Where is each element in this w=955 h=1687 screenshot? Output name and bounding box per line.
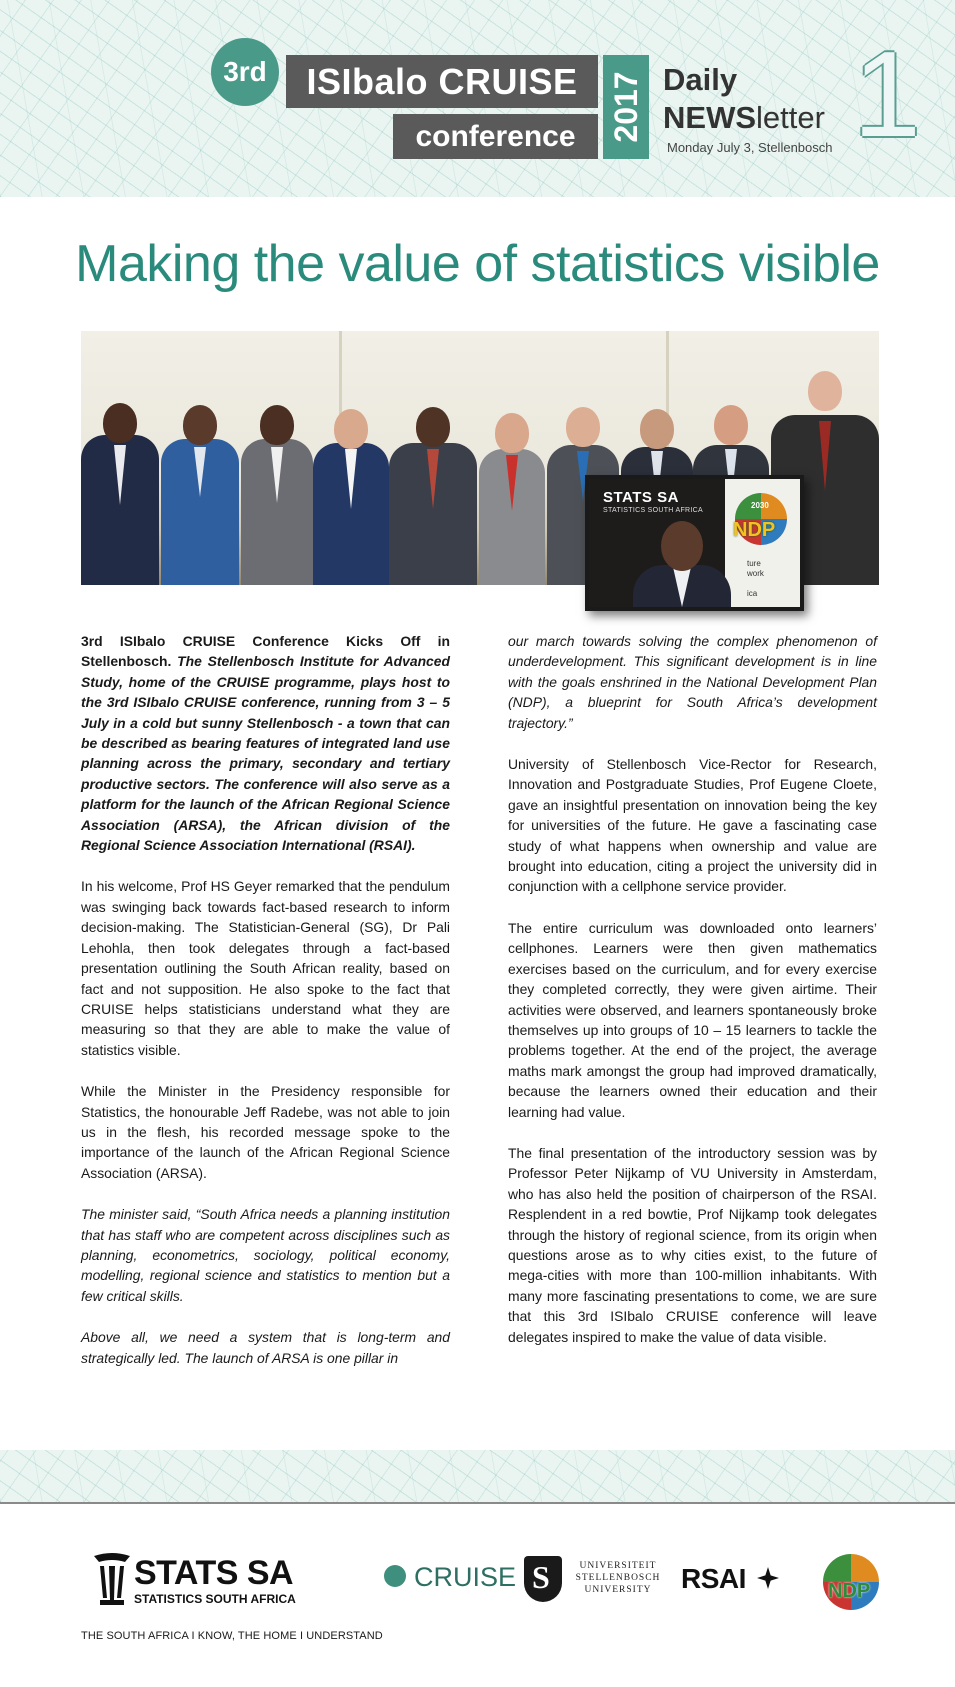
article-paragraph: In his welcome, Prof HS Geyer remarked that the pendulum was swinging back towards fact-based research to inform decision-making. The Statistician-General (SG), Dr Pali Lehohla, then took delegates through a fact-based presentation outlining the South African reality, based on fact and not supposition. He also spoke to the fact that CRUISE helps statisticians understand what they are measuring so that they are able to make the value of statistics visible. [81, 878, 450, 1058]
speaker-head [661, 521, 703, 571]
person-figure [241, 399, 313, 585]
footer-tagline: THE SOUTH AFRICA I KNOW, THE HOME I UNDERSTAND [81, 1630, 383, 1642]
rsai-logo-text: RSAI [681, 1563, 746, 1594]
article-lead-plain: 3rd ISIbalo CRUISE Conference Kicks Off in Stellenbosch. [81, 633, 450, 670]
article-quote-paragraph: our march towards solving the complex phenomenon of underdevelopment. This significant development is in line with the goals enshrined in the National Development Plan (NDP), a blueprint for South Africa’s development trajectory.” [508, 633, 877, 731]
stellenbosch-shield-icon: S [524, 1556, 562, 1602]
stats-sa-logo-subtext: STATISTICS SOUTH AFRICA [134, 1592, 296, 1606]
person-figure [313, 405, 389, 585]
newsletter-label-news: NEWS [663, 100, 756, 135]
article-quote-paragraph: Above all, we need a system that is long-term and strategically led. The launch of ARSA is one pillar in [81, 1329, 450, 1366]
cruise-logo-text: CRUISE [414, 1562, 517, 1592]
person-figure [389, 403, 477, 585]
article-paragraph: The entire curriculum was downloaded onto learners’ cellphones. Learners were then given mathematics exercises based on the curriculum, and for every exercise they completed correctly, they were given airtime. Their activities were observed, and learners spontaneously broke themselves up into groups of 10 – 15 learners to tackle the problems together. At the end of the project, the average maths mark amongst the group had improved dramatically, because the learners owned their education and their learning had value. [508, 919, 877, 1120]
newsletter-label [663, 100, 825, 136]
cruise-logo-icon [384, 1565, 406, 1587]
person-figure [479, 409, 545, 585]
ndp-logo-text: NDP [828, 1580, 871, 1602]
article-paragraph: University of Stellenbosch Vice-Rector for Research, Innovation and Postgraduate Studies, Prof Eugene Cloete, gave an insightful presentation on innovation being the key for universities of the future. He gave a fascinating case study of what happens when ownership and value are brought into education, citing a project the university did in conjunction with a cellphone service provider. [508, 756, 877, 895]
stellenbosch-logo-text: UNIVERSITEIT STELLENBOSCH UNIVERSITY [575, 1561, 661, 1595]
article-quote-paragraph: The minister said, “South Africa needs a planning institution that has staff who are competent across disciplines such as planning, econometrics, sociology, political economy, modelling, regional science and statistics to mention but a few critical skills. [81, 1206, 450, 1304]
conference-logo-ordinal: 3rd [211, 38, 279, 106]
inset-ndp-year: 2030 [751, 501, 769, 510]
newsletter-label-letter: letter [756, 100, 825, 135]
newsletter-label-daily: Daily [663, 62, 738, 97]
newsletter-date: Monday July 3, Stellenbosch [667, 140, 833, 155]
inset-brand-sub: STATISTICS SOUTH AFRICA [603, 507, 703, 514]
article-paragraph: While the Minister in the Presidency responsible for Statistics, the honourable Jeff Radebe, was not able to join us in the flesh, his recorded message spoke to the importance of the launch of the African Regional Science Association (ARSA). [81, 1083, 450, 1181]
conference-logo-year: 2017 [608, 71, 644, 143]
article-column-right [508, 631, 877, 1368]
article-column-left [81, 631, 450, 1389]
video-message-inset [585, 475, 804, 611]
inset-ndp-label: NDP [733, 519, 776, 541]
person-figure [161, 401, 239, 585]
issue-number: 1 [853, 26, 921, 162]
inset-brand: STATS SA [603, 489, 679, 506]
article-lead-paragraph [81, 631, 450, 855]
article-paragraph: The final presentation of the introductory session was by Professor Peter Nijkamp of VU University in Amsterdam, who has also held the position of chairperson of the RSAI. Resplendent in a red bowtie, Prof Nijkamp took delegates through the history of regional science, from its origin when questions arose as to why cities exist, to the future of mega-cities with more than 100-million inhabitants. With many more fascinating presentations to come, we are sure that this 3rd ISIbalo CRUISE conference will leave delegates inspired to make the value of data visible. [508, 1144, 877, 1345]
conference-logo-title: ISIbalo CRUISE [286, 55, 598, 108]
stats-sa-logo-text: STATS SA [134, 1554, 294, 1592]
footer-banner [0, 1450, 955, 1504]
article-lead-italic: The Stellenbosch Institute for Advanced Study, home of the CRUISE programme, plays host to the 3rd ISIbalo CRUISE conference, running from 3 – 5 July in a cold but sunny Stellenbosch - a town that can be described as bearing features of integrated land use planning across the primary, secondary and tertiary productive sectors. The conference will also serve as a platform for the launch of the African Regional Science Association (ARSA), the African division of the Regional Science Association International (RSAI). [81, 653, 450, 854]
inset-panel-text: ture work ica [747, 559, 764, 598]
rsai-star-icon [757, 1567, 779, 1589]
person-figure [81, 395, 159, 585]
conference-logo-year-box [603, 55, 649, 159]
conference-logo-subtitle: conference [393, 114, 598, 159]
page-title: Making the value of statistics visible [75, 235, 880, 293]
stats-sa-mark-icon [92, 1552, 132, 1606]
